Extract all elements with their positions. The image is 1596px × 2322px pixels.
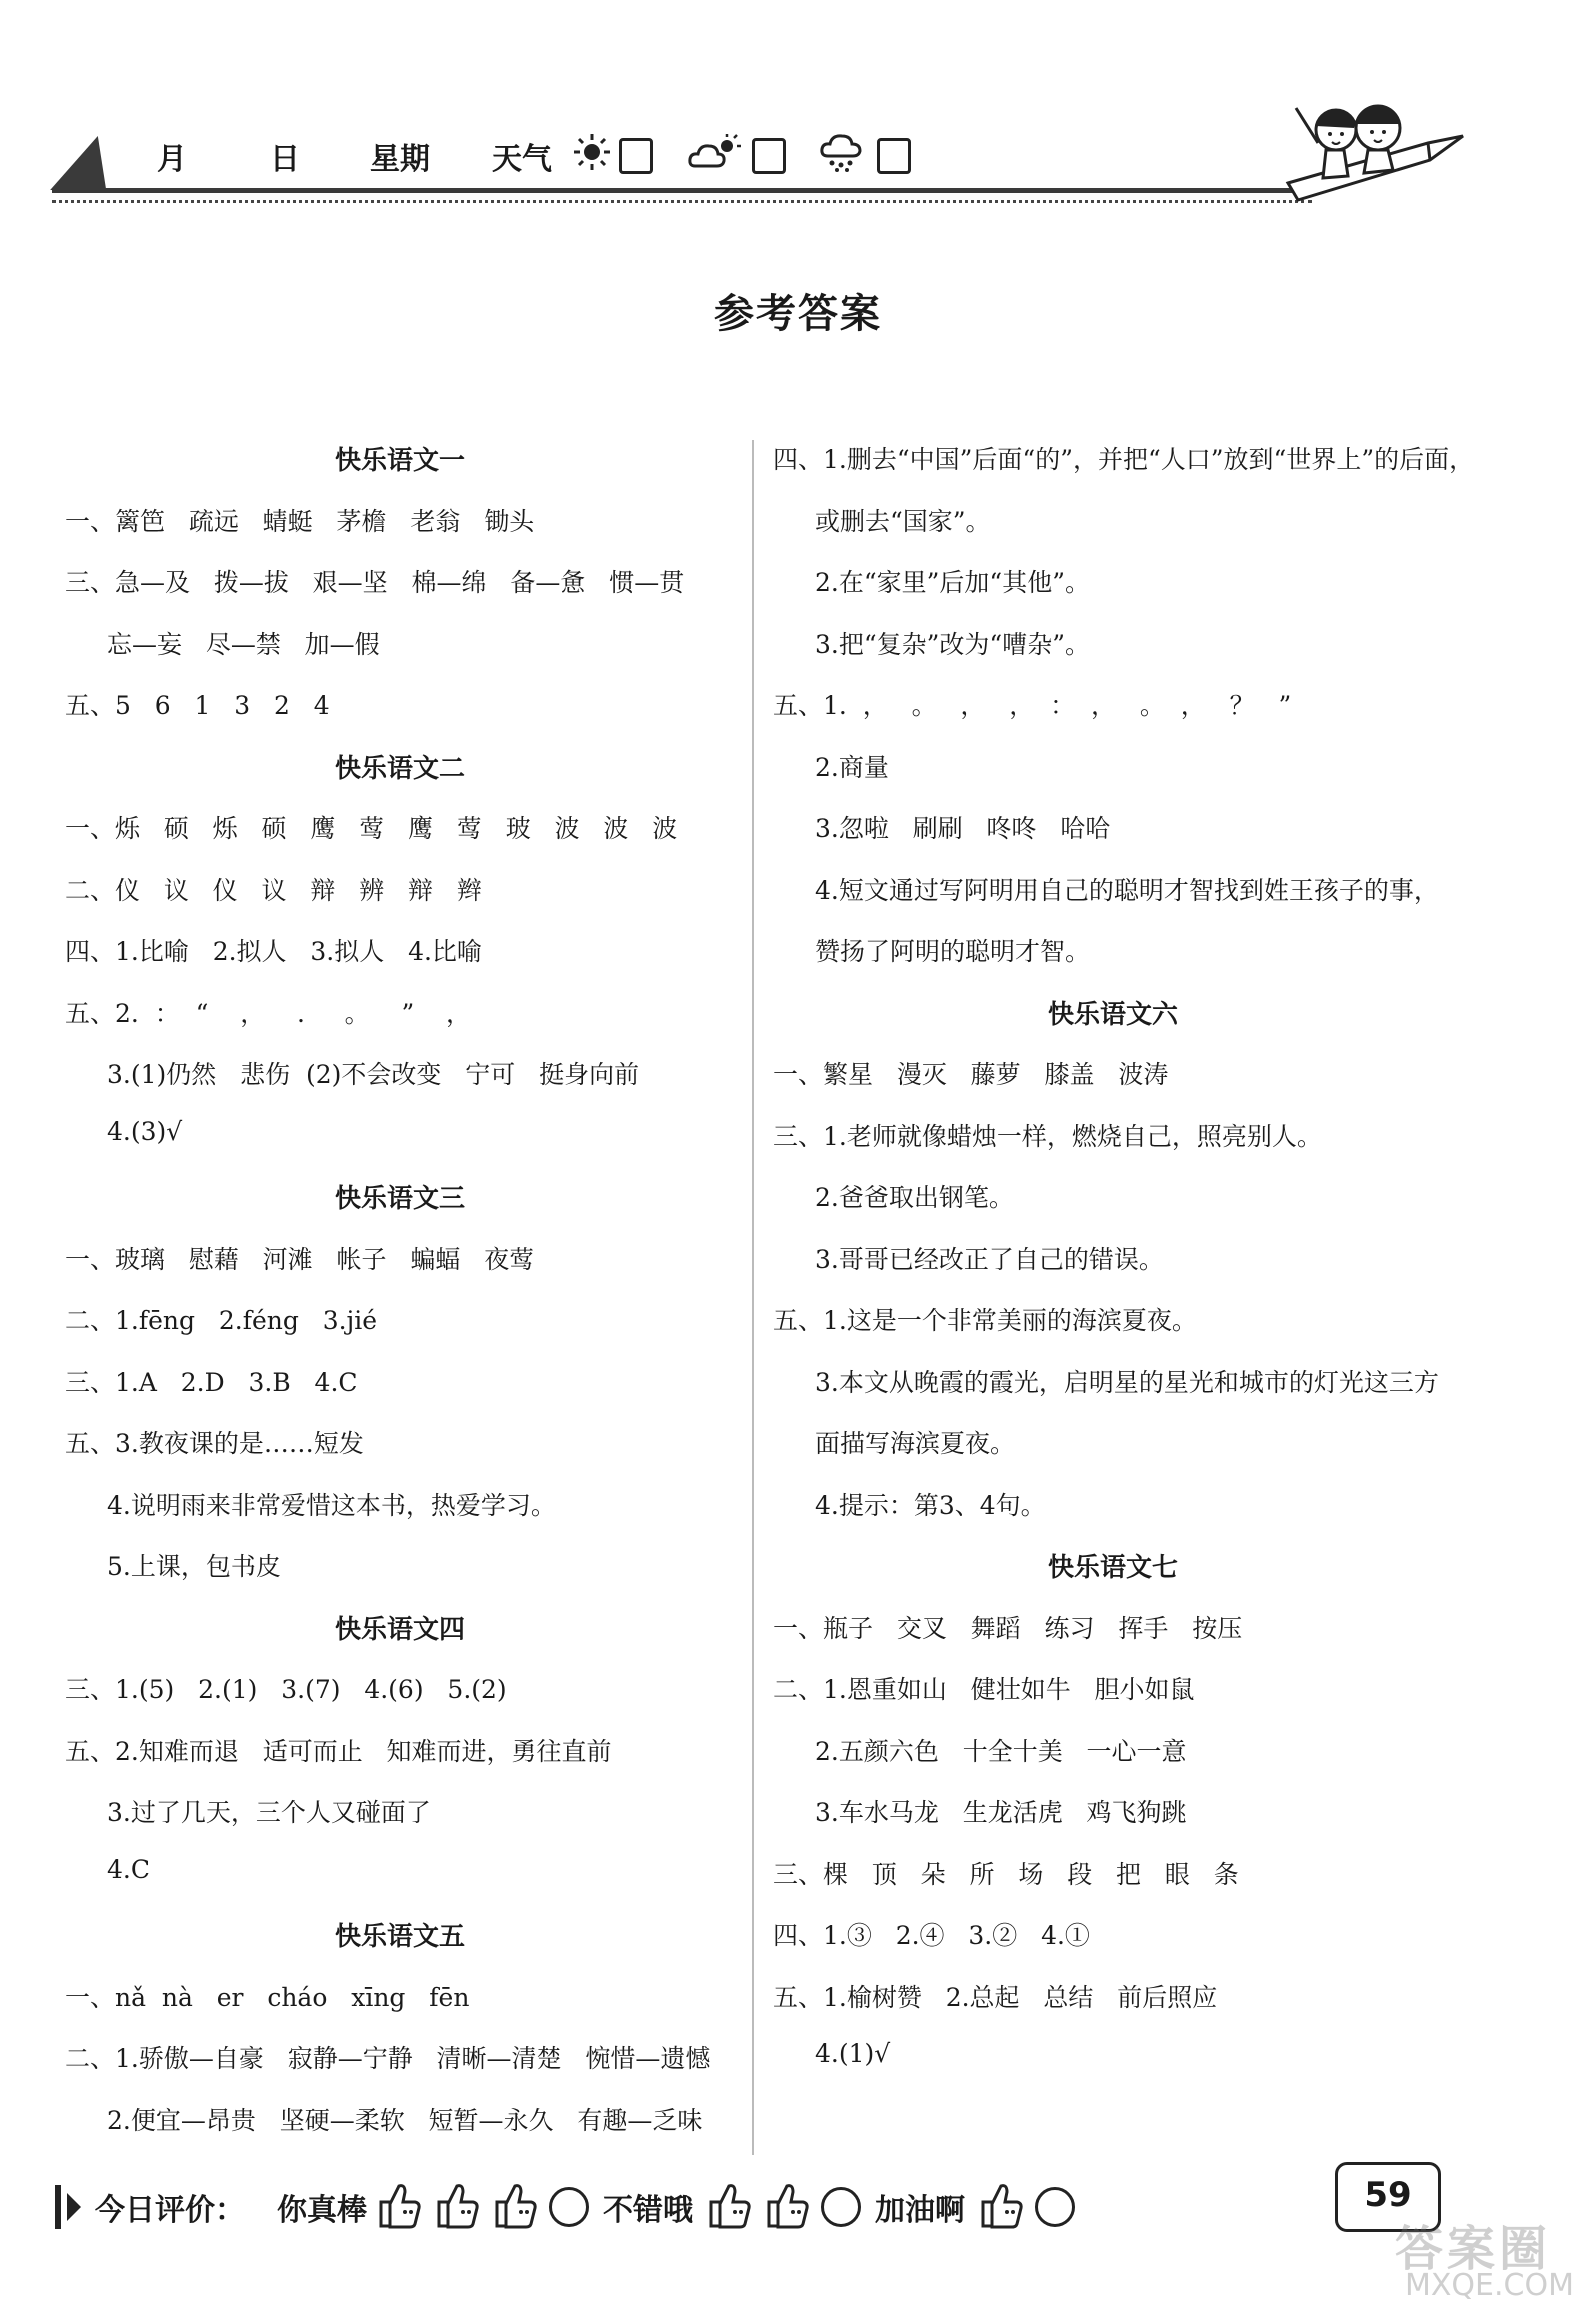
answer-line: 4.提示：第3、4句。 — [815, 1490, 1046, 1520]
answer-line: 忘—妄 尽—禁 加—假 — [107, 629, 380, 659]
page-title: 参考答案 — [714, 291, 882, 337]
great-label: 你真棒 — [277, 2193, 367, 2228]
thumbs-up-icon — [705, 2180, 753, 2230]
section-heading: 快乐语文五 — [334, 1922, 466, 1952]
answer-line: 五、3.教夜课的是……短发 — [65, 1429, 364, 1458]
answer-line: 4.(3)√ — [107, 1116, 183, 1146]
thumbs-up-icon — [433, 2180, 481, 2230]
rainy-checkbox[interactable] — [877, 138, 911, 174]
answer-line: 2.爸爸取出钢笔。 — [815, 1183, 1014, 1212]
sunny-checkbox[interactable] — [619, 138, 653, 174]
month-label: 月 — [157, 142, 187, 177]
answer-line: 3.把“复杂”改为“嘈杂”。 — [815, 629, 1090, 659]
day-label: 日 — [270, 142, 300, 177]
answer-line: 五、1.这是一个非常美丽的海滨夏夜。 — [773, 1306, 1197, 1335]
answer-line: 2.五颜六色 十全十美 一心一意 — [815, 1736, 1187, 1766]
kids-on-pencil-illustration — [1278, 88, 1468, 208]
answer-line: 三、急—及 拨—拔 艰—坚 棉—绵 备—惫 惯—贯 — [65, 568, 685, 597]
cloudy-checkbox[interactable] — [752, 138, 786, 174]
cheer-rating-circle[interactable] — [1035, 2187, 1075, 2227]
weekday-label: 星期 — [370, 142, 430, 177]
answer-line: 四、1.删去“中国”后面“的”，并把“人口”放到“世界上”的后面， — [773, 445, 1475, 474]
header-dotted-rule — [52, 200, 1312, 203]
answer-line: 2.商量 — [815, 752, 889, 782]
answer-line: 4.说明雨来非常爱惜这本书，热爱学习。 — [107, 1490, 556, 1520]
cheer-label: 加油啊 — [875, 2193, 965, 2228]
answer-line: 或删去“国家”。 — [815, 506, 991, 536]
answer-line: 3.过了几天，三个人又碰面了 — [107, 1798, 431, 1827]
answer-line: 2.便宜—昂贵 坚硬—柔软 短暂—永久 有趣—乏味 — [107, 2105, 703, 2135]
thumbs-up-icon — [763, 2180, 811, 2230]
section-heading: 快乐语文七 — [1047, 1553, 1179, 1583]
answer-line: 一、玻璃 慰藉 河滩 帐子 蝙蝠 夜莺 — [65, 1244, 535, 1274]
good-rating-circle[interactable] — [821, 2187, 861, 2227]
thumbs-up-icon — [375, 2180, 423, 2230]
answer-line: 五、2. ： “ ， . 。 ” ， — [65, 998, 472, 1028]
answer-line: 一、nǎ nà er cháo xīng fēn — [65, 1982, 470, 2012]
section-heading: 快乐语文一 — [334, 446, 466, 476]
section-heading: 快乐语文二 — [334, 753, 466, 784]
answer-line: 二、1.恩重如山 健壮如牛 胆小如鼠 — [773, 1675, 1195, 1704]
answer-line: 二、仪 议 仪 议 辩 辨 辩 辫 — [65, 875, 482, 905]
answer-line: 四、1.③ 2.④ 3.② 4.① — [773, 1921, 1090, 1950]
section-heading: 快乐语文四 — [334, 1614, 466, 1645]
answer-line: 3.(1)仍然 悲伤 (2)不会改变 宁可 挺身向前 — [107, 1060, 640, 1089]
answer-line: 3.本文从晚霞的霞光，启明星的星光和城市的灯光这三方 — [815, 1367, 1439, 1397]
good-label: 不错哦 — [603, 2193, 693, 2228]
weather-label: 天气 — [492, 142, 552, 177]
answer-line: 一、篱笆 疏远 蜻蜓 茅檐 老翁 锄头 — [65, 506, 535, 536]
answer-line: 三、1.A 2.D 3.B 4.C — [65, 1367, 358, 1397]
thumbs-up-icon — [491, 2180, 539, 2230]
answer-line: 4.C — [107, 1854, 150, 1884]
page-number: 59 — [1364, 2175, 1412, 2215]
thumbs-up-icon — [977, 2180, 1025, 2230]
answer-line: 面描写海滨夏夜。 — [815, 1429, 1016, 1458]
answer-line: 三、棵 顶 朵 所 场 段 把 眼 条 — [773, 1859, 1239, 1889]
header-rule — [52, 188, 1312, 193]
answer-line: 5.上课，包书皮 — [107, 1552, 281, 1581]
daily-evaluation-bar — [55, 2175, 1455, 2255]
evaluation-label: 今日评价： — [95, 2193, 245, 2228]
rain-icon — [820, 132, 868, 172]
watermark-url: MXQE.COM — [1405, 2268, 1574, 2303]
footer-marker-icon — [55, 2185, 85, 2229]
answer-line: 3.忽啦 刷刷 咚咚 哈哈 — [815, 814, 1111, 843]
page-header — [52, 118, 1292, 198]
great-rating-circle[interactable] — [549, 2187, 589, 2227]
answer-line: 4.(1)√ — [815, 2039, 891, 2068]
answer-line: 五、2.知难而退 适可而止 知难而进，勇往直前 — [65, 1736, 612, 1766]
answer-line: 一、繁星 漫灭 藤萝 膝盖 波涛 — [773, 1060, 1169, 1089]
answer-line: 三、1.老师就像蜡烛一样，燃烧自己，照亮别人。 — [773, 1121, 1322, 1151]
answer-line: 四、1.比喻 2.拟人 3.拟人 4.比喻 — [65, 937, 482, 966]
column-divider — [752, 440, 754, 2155]
answer-line: 三、1.(5) 2.(1) 3.(7) 4.(6) 5.(2) — [65, 1675, 507, 1704]
answer-line: 3.哥哥已经改正了自己的错误。 — [815, 1244, 1164, 1274]
section-heading: 快乐语文六 — [1047, 999, 1179, 1030]
section-heading: 快乐语文三 — [334, 1184, 466, 1214]
header-flag-decoration — [50, 136, 126, 190]
answer-line: 二、1.骄傲—自豪 寂静—宁静 清晰—清楚 惋惜—遗憾 — [65, 2044, 711, 2073]
answer-line: 五、1. ， 。 ， ， ： ， 。 ， ？ ” — [773, 691, 1292, 720]
sun-icon — [572, 132, 612, 172]
answer-line: 一、瓶子 交叉 舞蹈 练习 挥手 按压 — [773, 1613, 1243, 1643]
watermark — [1395, 2210, 1575, 2310]
answer-line: 赞扬了阿明的聪明才智。 — [815, 937, 1091, 966]
answer-line: 五、1.榆树赞 2.总起 总结 前后照应 — [773, 1982, 1218, 2012]
answer-line: 二、1.fēng 2.féng 3.jié — [65, 1306, 378, 1335]
answer-line: 3.车水马龙 生龙活虎 鸡飞狗跳 — [815, 1798, 1187, 1827]
watermark-text: 答案圈 — [1395, 2221, 1552, 2277]
answer-line: 2.在“家里”后加“其他”。 — [815, 568, 1090, 597]
answer-line: 4.短文通过写阿明用自己的聪明才智找到姓王孩子的事， — [815, 875, 1439, 905]
answer-line: 五、5 6 1 3 2 4 — [65, 691, 330, 720]
answer-line: 一、烁 硕 烁 硕 鹰 莺 鹰 莺 玻 波 波 波 — [65, 814, 678, 843]
partly-cloudy-icon — [687, 132, 743, 172]
